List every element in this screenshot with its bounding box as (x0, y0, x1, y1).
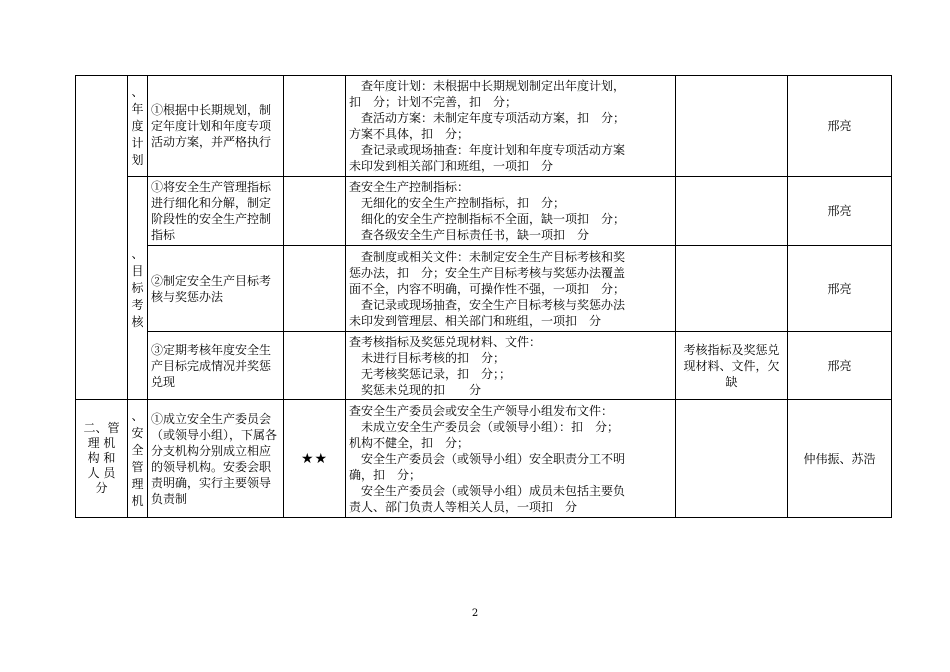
item-text: ①成立安全生产委员会（或领导小组），下属各分支机构分别成立相应的领导机构。安委会职责明确，实行主要领导负责制 (148, 400, 284, 518)
subcategory-yearly-plan: 、 年 度 计 划 (128, 76, 148, 177)
owner-cell: 邢亮 (788, 246, 892, 332)
table-row (76, 76, 892, 177)
score-cell (284, 76, 346, 177)
table-row (76, 246, 892, 332)
score-cell (284, 246, 346, 332)
owner-cell: 邢亮 (788, 177, 892, 246)
page-number: 2 (471, 608, 479, 619)
owner-cell: 邢亮 (788, 76, 892, 177)
item-text: ①将安全生产管理指标进行细化和分解，制定阶段性的安全生产控制指标 (148, 177, 284, 246)
method-text: 查考核指标及奖惩兑现材料、文件： 未进行目标考核的扣 分； 无考核奖惩记录，扣 分；； 奖惩未兑现的扣 分 (346, 332, 676, 400)
section-management-org: 二、管 理 机 构 和 人 员 分 (76, 400, 128, 518)
method-text: 查安全生产控制指标： 无细化的安全生产控制指标，扣 分； 细化的安全生产控制指标不全面，缺一项扣 分； 查各级安全生产目标责任书，缺一项扣 分 (346, 177, 676, 246)
subcategory-safety-management: 、 安 全 管 理 机 (128, 400, 148, 518)
section-cell-top (76, 76, 128, 400)
evidence-cell: 考核指标及奖惩兑现材料、文件，欠缺 (676, 332, 788, 400)
table-row (76, 332, 892, 400)
item-text: ③定期考核年度安全生产目标完成情况并奖惩兑现 (148, 332, 284, 400)
owner-cell: 邢亮 (788, 332, 892, 400)
subcategory-target-assessment: 、 目 标 考 核 (128, 177, 148, 400)
method-text: 查制度或相关文件：未制定安全生产目标考核和奖 惩办法，扣 分；安全生产目标考核与奖惩办法覆盖 面不全，内容不明确，可操作性不强，一项扣 分； 查记录或现场抽查，安全生产目标考核与奖惩办法 未印发到管理层、相关部门和班组，一项扣 分 (346, 246, 676, 332)
table-row (76, 177, 892, 246)
table-row (76, 400, 892, 518)
evidence-cell (676, 177, 788, 246)
item-text: ①根据中长期规划，制定年度计划和年度专项活动方案，并严格执行 (148, 76, 284, 177)
score-cell (284, 332, 346, 400)
evidence-cell (676, 400, 788, 518)
evidence-cell (676, 246, 788, 332)
method-text: 查年度计划：未根据中长期规划制定出年度计划， 扣 分；计划不完善，扣 分； 查活动方案：未制定年度专项活动方案，扣 分； 方案不具体，扣 分； 查记录或现场抽查：年度计划和年度专项活动方案 未印发到相关部门和班组，一项扣 分 (346, 76, 676, 177)
method-text: 查安全生产委员会或安全生产领导小组发布文件： 未成立安全生产委员会（或领导小组）：扣 分； 机构不健全，扣 分； 安全生产委员会（或领导小组）安全职责分工不明 确，扣 分； 安全生产委员会（或领导小组）成员未包括主要负 责人、部门负责人等相关人员，一项扣 分 (346, 400, 676, 518)
owner-cell: 仲伟振、苏浩 (788, 400, 892, 518)
evidence-cell (676, 76, 788, 177)
score-cell (284, 177, 346, 246)
item-text: ②制定安全生产目标考核与奖惩办法 (148, 246, 284, 332)
score-stars: ★★ (284, 400, 346, 518)
assessment-table (75, 75, 892, 518)
